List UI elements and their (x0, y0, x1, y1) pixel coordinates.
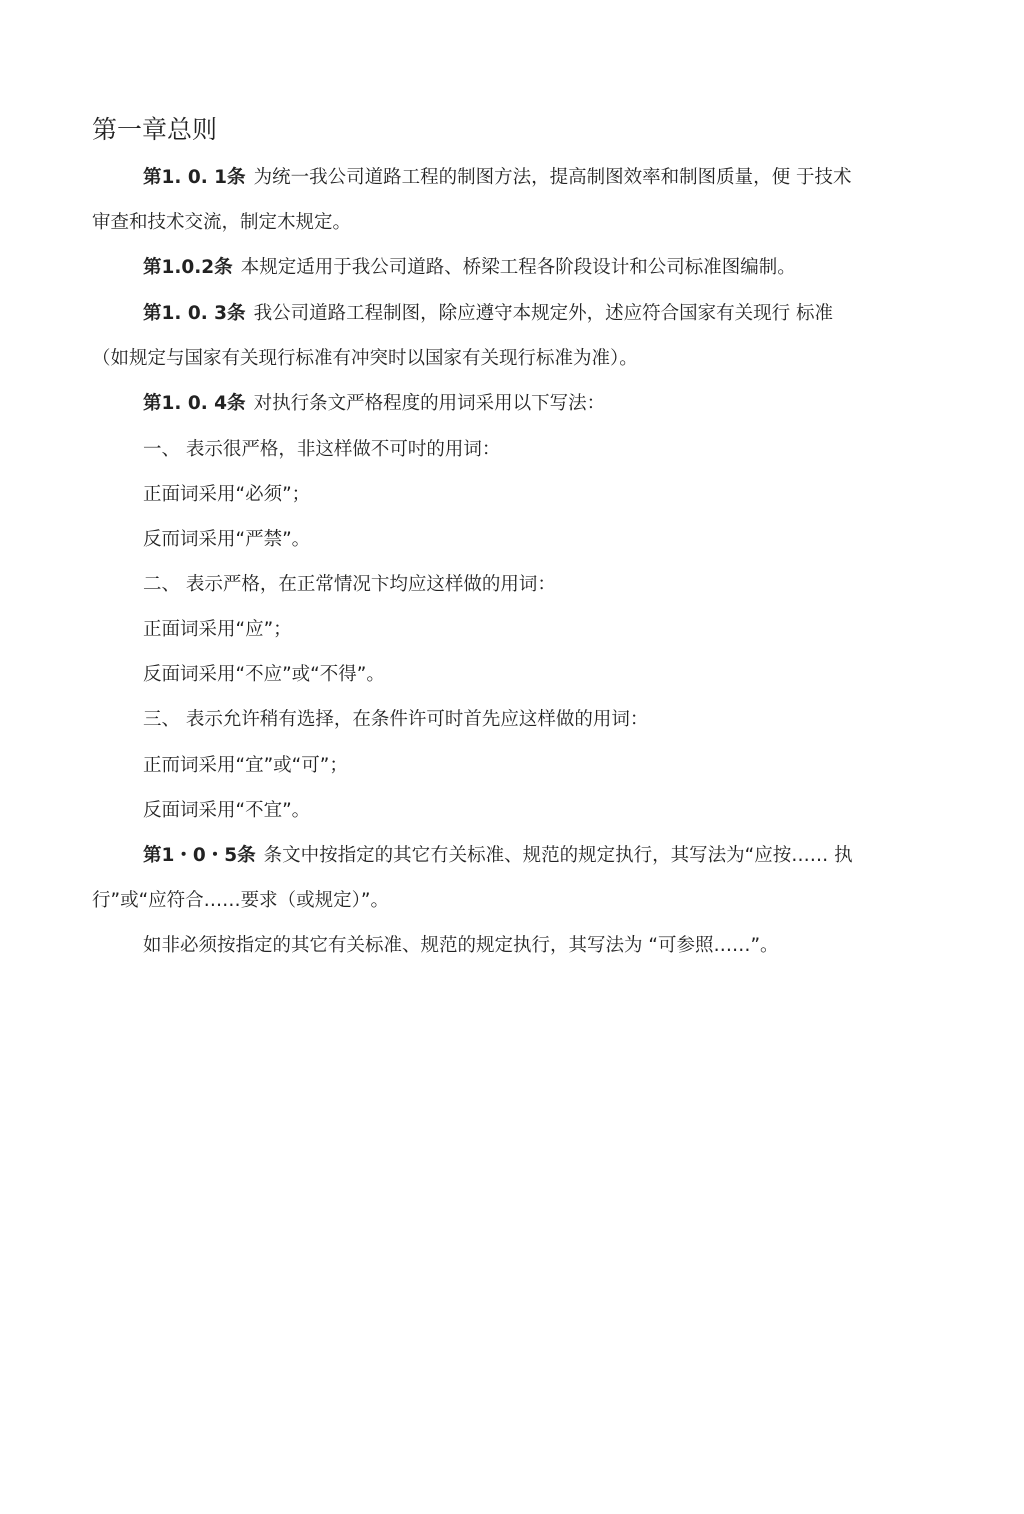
list-item: 正而词采用“宜”或“可”； (143, 755, 348, 776)
list-item: 一、 表示很严格，非这样做不可吋的用词： (143, 439, 501, 460)
article-text: 本规定适用于我公司道路、桥梁工程各阶段设计和公司标准图编制。 (240, 257, 796, 278)
article-1-0-2-line1 (143, 245, 796, 290)
list-item: 反面词采用“不应”或“不得”。 (143, 664, 385, 685)
article-1-0-1-line1 (143, 155, 851, 200)
article-text: 我公司道路工程制图，除应遵守本规定外，述应符合国家有关现行 标准 (253, 303, 833, 324)
article-1-0-5-line2: 行”或“应符合……要求（或规定）”。 (92, 890, 390, 911)
list-item: 正面词采用“应”； (143, 619, 292, 640)
article-text: 对执行条文严格程度的用词采用以下写法： (253, 393, 606, 414)
list-item: 正面词采用“必须”； (143, 484, 311, 505)
list-item: 二、 表示严格，在正常情况卞均应这样做的用词： (143, 574, 556, 595)
article-number: 第1. 0. 3条 (143, 303, 246, 324)
article-number: 第1. 0. 1条 (143, 167, 246, 188)
article-1-0-5-line3: 如非必须按指定的其它有关标准、规范的规定执行，其写法为 “可参照……”。 (143, 935, 779, 956)
article-1-0-4-line1 (143, 381, 605, 426)
article-1-0-3-line2: （如规定与国家有关现行标准有冲突时以国家有关现行标准为准）。 (92, 348, 638, 369)
article-number: 第1・0・5条 (143, 845, 256, 866)
article-text: 为统一我公司道路工程的制图方法，提高制图效率和制图质量，便 于技术 (253, 167, 852, 188)
article-text: 条文中按指定的其它冇关标准、规范的规定执行，其写法为“应按…… 执 (263, 845, 853, 866)
list-item: 反而词采用“严禁”。 (143, 529, 311, 550)
list-item: 三、 表示允许稍有选择，在条件许可时首先应这样做的用词： (143, 709, 649, 730)
article-1-0-3-line1 (143, 291, 833, 336)
article-1-0-1-line2: 审查和技术交流，制定木规定。 (92, 212, 352, 233)
list-item: 反面词采用“不宜”。 (143, 800, 311, 821)
article-number: 第1. 0. 4条 (143, 393, 246, 414)
article-1-0-5-line1 (143, 833, 853, 878)
article-number: 第1.0.2条 (143, 257, 233, 278)
chapter-title: 第一章总则 (92, 115, 218, 144)
